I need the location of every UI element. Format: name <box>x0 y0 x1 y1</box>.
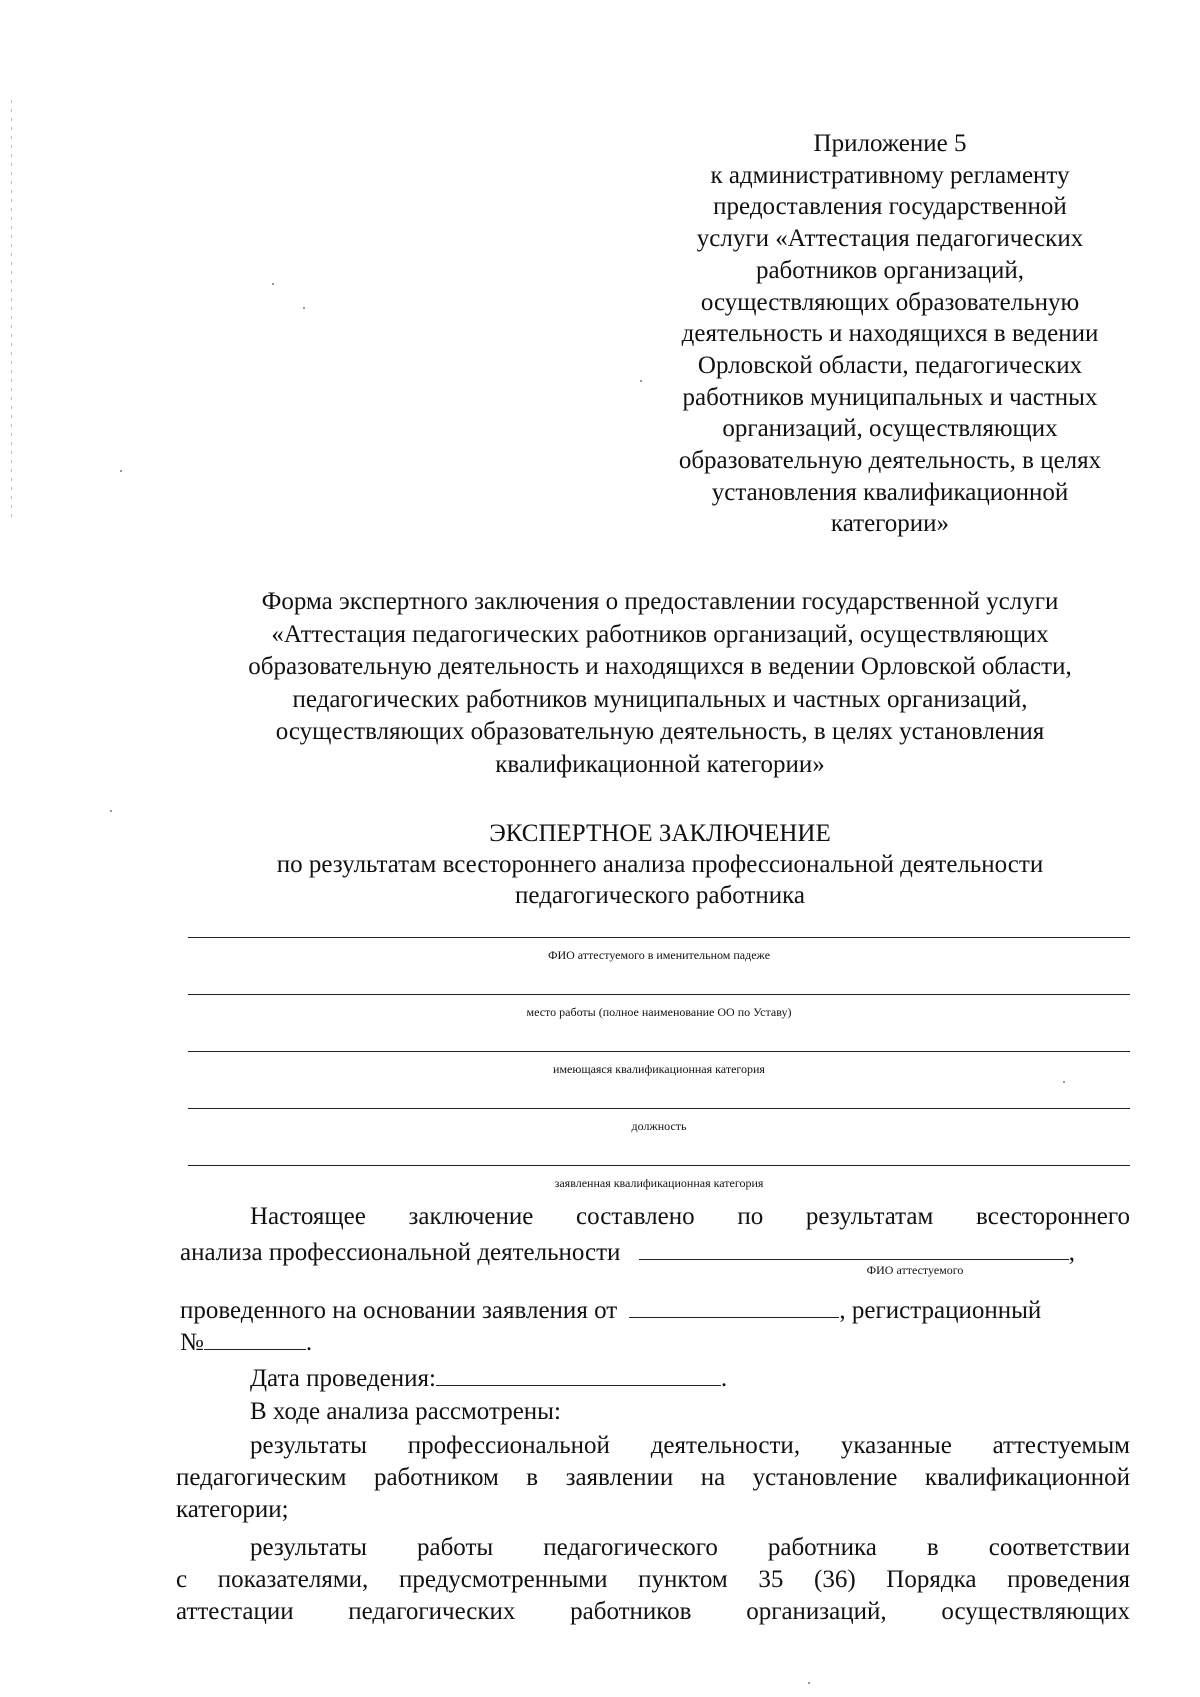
workplace-caption: место работы (полное наименование ОО по Уставу) <box>526 1005 792 1019</box>
appendix-line: работников муниципальных и частных <box>682 383 1098 411</box>
body-text-line: категории; <box>176 1496 289 1523</box>
appendix-line: категории» <box>830 510 950 538</box>
form-title-line: осуществляющих образовательную деятельность, в целях установления <box>275 718 1045 745</box>
body-text-line: результаты работы педагогического работника в соответствии <box>250 1534 1130 1561</box>
position-underline[interactable] <box>188 1108 1130 1109</box>
scan-margin-mark <box>11 100 12 520</box>
fio-underline[interactable] <box>188 937 1130 938</box>
date-label: Дата проведения: <box>250 1365 436 1392</box>
appendix-line: деятельность и находящихся в ведении <box>681 320 1099 348</box>
appendix-line: работников организаций, <box>755 256 1025 284</box>
fio-inline-blank[interactable] <box>639 1237 1069 1260</box>
conclusion-heading <box>170 818 1150 911</box>
claimed-category-field[interactable] <box>188 1165 1130 1190</box>
scan-speck <box>110 810 112 812</box>
appendix-line: осуществляющих образовательную <box>700 288 1080 316</box>
fio-caption: ФИО аттестуемого в именительном падеже <box>547 948 771 962</box>
period: . <box>720 1365 728 1392</box>
appendix-line: установления квалификационной <box>711 478 1069 506</box>
fio-inline-caption: ФИО аттестуемого <box>866 1263 964 1277</box>
analysis-intro: В ходе анализа рассмотрены: <box>250 1398 561 1425</box>
body-text-line: результаты профессиональной деятельности, указанные аттестуемым <box>250 1432 1130 1459</box>
current-category-underline[interactable] <box>188 1051 1130 1052</box>
scan-speck <box>808 1682 810 1684</box>
conclusion-subtitle: педагогического работника <box>515 882 805 909</box>
body-text: , регистрационный <box>839 1297 1042 1324</box>
scan-speck <box>303 307 305 309</box>
scan-speck <box>120 470 122 472</box>
form-title-line: «Аттестация педагогических работников организаций, осуществляющих <box>271 620 1049 648</box>
conclusion-subtitle: по результатам всестороннего анализа профессиональной деятельности <box>276 851 1044 878</box>
registration-number-blank[interactable] <box>204 1327 306 1350</box>
number-sign: № <box>180 1329 204 1356</box>
body-text-line: Настоящее заключение составлено по результатам всестороннего <box>250 1203 1130 1230</box>
body-text-line: аттестации педагогических работников организаций, осуществляющих <box>176 1598 1130 1625</box>
form-title-line: образовательную деятельность и находящихся в ведении Орловской области, <box>248 653 1072 680</box>
comma: , <box>1068 1239 1075 1266</box>
current-category-caption: имеющаяся квалификационная категория <box>553 1062 765 1076</box>
conclusion-title: ЭКСПЕРТНОЕ ЗАКЛЮЧЕНИЕ <box>489 820 831 847</box>
appendix-line: организаций, осуществляющих <box>722 415 1058 443</box>
application-date-blank[interactable] <box>629 1295 839 1318</box>
claimed-category-caption: заявленная квалификационная категория <box>554 1176 764 1190</box>
date-blank[interactable] <box>436 1363 721 1386</box>
appendix-line: к административному регламенту <box>710 161 1070 189</box>
scan-speck <box>640 380 642 382</box>
body-text-line <box>180 1327 312 1358</box>
appendix-line: Орловской области, педагогических <box>697 351 1083 379</box>
position-caption: должность <box>631 1119 687 1133</box>
workplace-field[interactable] <box>188 994 1130 1019</box>
fio-field[interactable] <box>188 937 1130 962</box>
body-text-line: педагогическим работником в заявлении на установление квалификационной <box>176 1464 1130 1491</box>
body-text-line: с показателями, предусмотренными пунктом 35 (36) Порядка проведения <box>176 1566 1130 1593</box>
body-text-line <box>180 1295 1041 1326</box>
form-title-line: педагогических работников муниципальных и частных организаций, <box>292 685 1028 713</box>
appendix-line: образовательную деятельность, в целях <box>678 447 1102 475</box>
appendix-line: Приложение 5 <box>813 130 967 157</box>
appendix-line: услуги «Аттестация педагогических <box>696 225 1084 253</box>
appendix-line: предоставления государственной <box>713 193 1067 221</box>
form-title <box>170 586 1150 781</box>
scan-speck <box>1063 1081 1065 1083</box>
body-text: проведенного на основании заявления от <box>180 1297 618 1324</box>
scan-speck <box>272 283 274 285</box>
position-field[interactable] <box>188 1108 1130 1133</box>
appendix-header <box>640 128 1140 540</box>
workplace-underline[interactable] <box>188 994 1130 995</box>
period: . <box>305 1329 313 1356</box>
form-title-line: Форма экспертного заключения о предоставлении государственной услуги <box>261 588 1059 615</box>
current-category-field[interactable] <box>188 1051 1130 1076</box>
body-text: анализа профессиональной деятельности <box>180 1239 621 1266</box>
body-text-line <box>250 1363 727 1394</box>
form-title-line: квалификационной категории» <box>495 750 825 778</box>
claimed-category-underline[interactable] <box>188 1165 1130 1166</box>
